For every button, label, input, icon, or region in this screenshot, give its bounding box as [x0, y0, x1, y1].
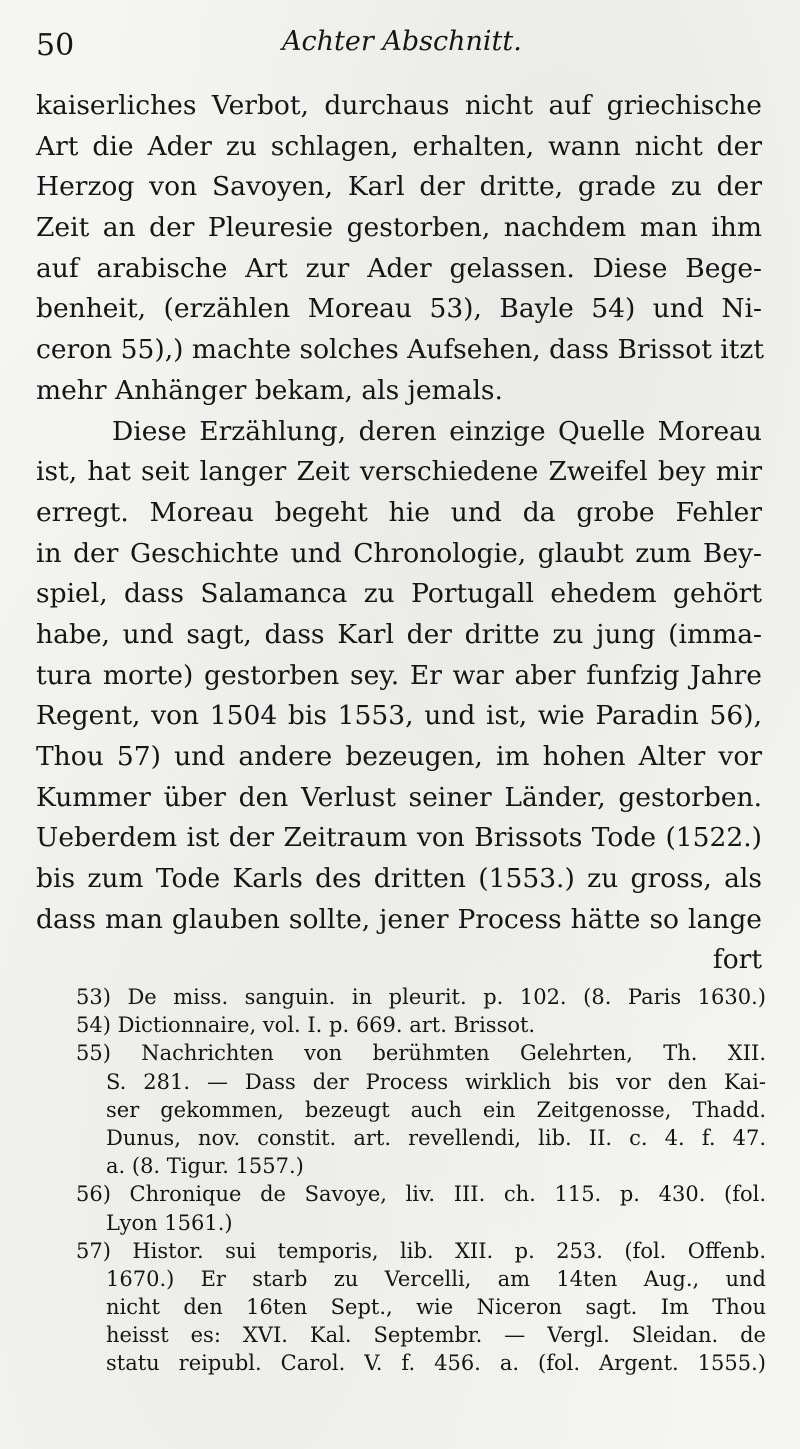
body-line: ist, hat seit langer Zeit verschiedene Zweifel bey mir — [36, 456, 762, 488]
footnote-line: ser gekommen, bezeugt auch ein Zeitgenosse, Thadd. — [106, 1097, 766, 1122]
footnote-line: 56) Chronique de Savoye, liv. III. ch. 115. p. 430. (fol. — [76, 1182, 766, 1207]
footnote-line: S. 281. — Dass der Process wirklich bis vor den Kai- — [106, 1069, 766, 1094]
body-line: Zeit an der Pleuresie gestorben, nachdem man ihm — [36, 212, 762, 244]
footnote-line: Dunus, nov. constit. art. revellendi, lib. II. c. 4. f. 47. — [106, 1125, 766, 1150]
body-line: bis zum Tode Karls des dritten (1553.) zu gross, als — [36, 863, 762, 895]
body-line: benheit, (erzählen Moreau 53), Bayle 54) und Ni- — [36, 293, 762, 325]
footnote-line: 54) Dictionnaire, vol. I. p. 669. art. Brissot. — [76, 1013, 536, 1038]
footnote-line: 1670.) Er starb zu Vercelli, am 14ten Aug., und — [106, 1266, 766, 1291]
body-line: Ueberdem ist der Zeitraum von Brissots Tode (1522.) — [36, 822, 762, 854]
footnote-line: 53) De miss. sanguin. in pleurit. p. 102. (8. Paris 1630.) — [76, 985, 766, 1009]
body-line: Thou 57) und andere bezeugen, im hohen Alter vor — [36, 741, 762, 772]
body-line: Art die Ader zu schlagen, erhalten, wann nicht der — [36, 130, 762, 162]
body-line: Regent, von 1504 bis 1553, und ist, wie Paradin 56), — [36, 700, 762, 732]
page-number: 50 — [36, 28, 75, 63]
body-line: erregt. Moreau begeht hie und da grobe Fehler — [36, 496, 762, 528]
body-line: Diese Erzählung, deren einzige Quelle Moreau — [112, 415, 762, 447]
body-line: dass man glauben sollte, jener Process hätte so lange — [36, 903, 762, 935]
body-line: ceron 55),) machte solches Aufsehen, dass Brissot itzt — [36, 334, 765, 366]
body-line: mehr Anhänger bekam, als jemals. — [36, 374, 503, 406]
footnote-line: heisst es: XVI. Kal. Septembr. — Vergl. Sleidan. de — [106, 1323, 766, 1348]
footnote-line: nicht den 16ten Sept., wie Niceron sagt. Im Thou — [106, 1295, 766, 1320]
body-line: spiel, dass Salamanca zu Portugall ehedem gehört — [36, 578, 762, 610]
catchword: fort — [712, 944, 762, 976]
body-text — [36, 86, 765, 981]
body-line: in der Geschichte und Chronologie, glaubt zum Bey- — [36, 537, 762, 569]
footnotes — [76, 983, 766, 1378]
body-line: habe, und sagt, dass Karl der dritte zu jung (imma- — [36, 618, 762, 650]
page-header — [36, 22, 760, 62]
running-head: Achter Abschnitt. — [282, 26, 522, 57]
footnote-line: Lyon 1561.) — [106, 1210, 233, 1235]
body-line: auf arabische Art zur Ader gelassen. Diese Bege- — [36, 252, 762, 284]
footnote-line: a. (8. Tigur. 1557.) — [106, 1154, 304, 1179]
footnote-line: 55) Nachrichten von berühmten Gelehrten, Th. XII. — [76, 1041, 766, 1066]
body-line: Kummer über den Verlust seiner Länder, gestorben. — [36, 781, 762, 813]
footnote-line: 57) Histor. sui temporis, lib. XII. p. 253. (fol. Offenb. — [76, 1238, 766, 1263]
body-line: kaiserliches Verbot, durchaus nicht auf griechische — [36, 90, 762, 121]
footnote-line: statu reipubl. Carol. V. f. 456. a. (fol. Argent. 1555.) — [106, 1351, 766, 1376]
body-line: Herzog von Savoyen, Karl der dritte, grade zu der — [36, 171, 762, 203]
body-line: tura morte) gestorben sey. Er war aber funfzig Jahre — [36, 659, 762, 691]
